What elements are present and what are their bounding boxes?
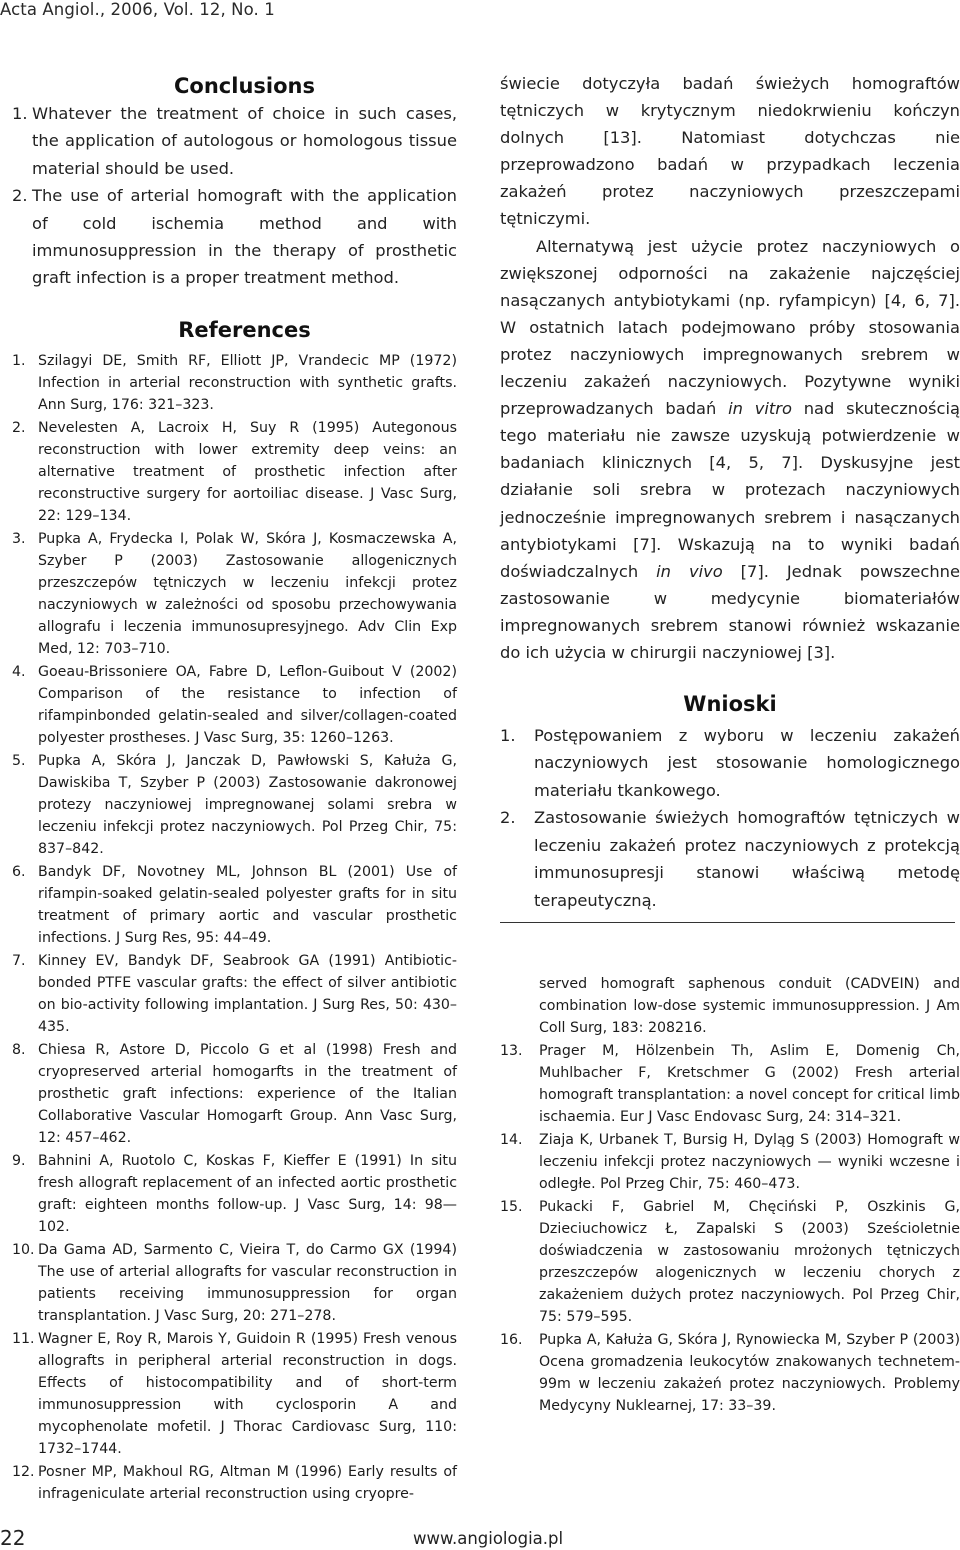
conclusion-item <box>12 182 457 292</box>
reference-item <box>500 1129 960 1195</box>
reference-number: 6. <box>12 863 26 880</box>
wnioski-heading: Wnioski <box>683 692 777 717</box>
reference-item <box>12 350 457 416</box>
reference-text: Chiesa R, Astore D, Piccolo G et al (1998) Fresh and cryopreserved arterial homogarfts in the treatment of prosthetic graft infections: experience of the Italian Collaborative Vascular Homogarft Group. Ann Vasc Surg, 12: 457–462. <box>38 1041 457 1146</box>
reference-item <box>500 1040 960 1128</box>
journal-citation: Acta Angiol., 2006, Vol. 12, No. 1 <box>0 0 275 19</box>
polish-text-run: Alternatywą jest użycie protez naczyniowych o zwiększonej odporności na zakażenie najczęściej nasączanych antybiotykami (np. ryfampicyn) [4, 6, 7]. W ostatnich latach podejmowano próby stosowania protez naczyniowych impregnowanych srebrem w leczeniu zakażeń naczyniowych. Pozytywne wyniki przeprowadzanych badań <box>500 236 960 419</box>
conclusion-number: 1. <box>12 104 28 123</box>
reference-item <box>12 861 457 949</box>
reference-text: Pupka A, Frydecka I, Polak W, Skóra J, Kosmaczewska A, Szyber P (2003) Zastosowanie allogenicznych przeszczepów tętniczych w leczeniu infekcji protez naczyniowych w zależności od sposobu przechowywania allografu i leczenia immunosupresyjnego. Adv Clin Exp Med, 12: 703–710. <box>38 530 457 657</box>
conclusion-text: Whatever the treatment of choice in such cases, the application of autologous or homologous tissue material should be used. <box>32 104 457 178</box>
conclusion-item <box>12 100 457 182</box>
reference-item <box>12 1239 457 1327</box>
reference-item <box>12 1328 457 1460</box>
reference-number: 9. <box>12 1152 26 1169</box>
conclusion-text: The use of arterial homograft with the application of cold ischemia method and with immunosuppression in the therapy of prosthetic graft infection is a proper treatment method. <box>32 186 457 288</box>
reference-text: Nevelesten A, Lacroix H, Suy R (1995) Autegonous reconstruction with lower extremity deep veins: an alternative treatment of prosthetic infection after reconstructive surgery for aortoiliac disease. J Vasc Surg, 22: 129–134. <box>38 419 457 524</box>
polish-paragraph-2 <box>500 233 960 667</box>
reference-text: Bahnini A, Ruotolo C, Koskas F, Kieffer E (1991) In situ fresh allograft replacement of an infected aortic prosthetic graft: eighteen months follow-up. J Vasc Surg, 14: 98—102. <box>38 1152 457 1235</box>
reference-continuation <box>500 973 960 1039</box>
conclusions-heading: Conclusions <box>174 74 315 98</box>
reference-item <box>12 661 457 749</box>
italic-term: in vitro <box>728 399 792 419</box>
reference-number: 8. <box>12 1041 26 1058</box>
italic-term: in vivo <box>656 561 723 581</box>
wnioski-number: 2. <box>500 808 516 828</box>
reference-item <box>12 1039 457 1149</box>
reference-item <box>500 1329 960 1417</box>
wnioski-list <box>500 722 960 914</box>
reference-text: Pukacki F, Gabriel M, Chęciński P, Oszkinis G, Dzieciuchowicz Ł, Zapalski S (2003) Sześcioletnie doświadczenia w zastosowaniu mrożonych tętniczych przeszczepów alogenicznych w leczeniu chorych z zakażeniem dużych protez naczyniowych. Pol Przeg Chir, 75: 579–595. <box>539 1199 960 1325</box>
reference-item <box>500 1196 960 1328</box>
reference-text: Prager M, Hölzenbein Th, Aslim E, Domenig Ch, Muhlbacher F, Kretschmer G (2002) Fresh arterial homograft transplantation: a novel concept for critical limb ischaemia. Eur J Vasc Endovasc Surg, 24: 314–321. <box>539 1043 960 1125</box>
reference-text: Kinney EV, Bandyk DF, Seabrook GA (1991) Antibiotic-bonded PTFE vascular grafts: the effect of silver antibiotic on bio-activity following implantation. J Surg Res, 50: 430–435. <box>38 952 457 1035</box>
reference-number: 15. <box>500 1199 523 1215</box>
section-divider <box>500 922 955 923</box>
reference-text: Ziaja K, Urbanek T, Bursig H, Dyląg S (2003) Homograft w leczeniu infekcji protez naczyniowych — wyniki wczesne i odległe. Pol Przeg Chir, 75: 460–473. <box>539 1132 960 1192</box>
reference-item <box>12 417 457 527</box>
journal-url[interactable]: www.angiologia.pl <box>413 1529 564 1548</box>
reference-item <box>12 1461 457 1505</box>
conclusions-list <box>12 100 457 292</box>
polish-paragraph-1: świecie dotyczyła badań świeżych homograftów tętniczych w krytycznym niedokrwieniu kończyn dolnych [13]. Natomiast dotychczas nie przeprowadzono badań w przypadkach leczenia zakażeń protez naczyniowych przeszczepami tętniczymi. <box>500 74 960 229</box>
references-continued-list <box>500 973 960 1417</box>
reference-number: 16. <box>500 1332 523 1348</box>
reference-number: 14. <box>500 1132 523 1148</box>
reference-number: 7. <box>12 952 26 969</box>
reference-item <box>12 750 457 860</box>
reference-number: 13. <box>500 1043 523 1059</box>
left-column <box>12 70 457 1506</box>
polish-text-run: [7]. Jednak powszechne zastosowanie w medycynie biomateriałów impregnowanych srebrem stanowi również wskazanie do ich użycia w chirurgii naczyniowej [3]. <box>500 561 960 662</box>
wnioski-item <box>500 722 960 804</box>
reference-number: 10. <box>12 1241 35 1258</box>
reference-number: 11. <box>12 1330 35 1347</box>
reference-number: 5. <box>12 752 26 769</box>
polish-text-run: nad skutecznością tego materiału nie zawsze uzyskują potwierdzenie w badaniach klinicznych [4, 5, 7]. Dyskusyjne jest działanie soli srebra w protezach naczyniowych jednocześnie impregnowanych srebrem i nasączanych antybiotykami [7]. Wskazują na to wyniki badań doświadczalnych <box>500 399 960 581</box>
reference-number: 12. <box>12 1463 35 1480</box>
reference-text: Pupka A, Kałuża G, Skóra J, Rynowiecka M, Szyber P (2003) Ocena gromadzenia leukocytów znakowanych technetem-99m w leczeniu zakażeń protez naczyniowych. Problemy Medycyny Nuklearnej, 17: 33–39. <box>539 1332 960 1414</box>
reference-text: Goeau-Brissoniere OA, Fabre D, Leflon-Guibout V (2002) Comparison of the resistance to infection of rifampinbonded gelatin-sealed and silver/collagen-coated polyester prostheses. J Vasc Surg, 35: 1260–1263. <box>38 663 457 746</box>
references-heading: References <box>178 317 311 342</box>
reference-item <box>12 1150 457 1238</box>
reference-number: 2. <box>12 419 26 436</box>
reference-text: Wagner E, Roy R, Marois Y, Guidoin R (1995) Fresh venous allografts in peripheral arterial reconstruction in dogs. Effects of histocompatibility and of short-term immunosuppression with cyclosporin A and mycophenolate mofetil. J Thorac Cardiovasc Surg, 110: 1732–1744. <box>38 1330 457 1457</box>
reference-item <box>12 950 457 1038</box>
conclusion-number: 2. <box>12 186 28 206</box>
reference-text: Pupka A, Skóra J, Janczak D, Pawłowski S, Kałuża G, Dawiskiba T, Szyber P (2003) Zastosowanie dakronowej protezy naczyniowej impregnowanej solami srebra w leczeniu infekcji protez naczyniowych. Pol Przeg Chir, 75: 837–842. <box>38 752 457 857</box>
page-number: 22 <box>0 1526 26 1550</box>
wnioski-text: Zastosowanie świeżych homograftów tętniczych w leczeniu zakażeń protez naczyniowych z protekcją immunosupresji stanowi właściwą metodę terapeutyczną. <box>534 808 960 910</box>
reference-text: Da Gama AD, Sarmento C, Vieira T, do Carmo GX (1994) The use of arterial allografts for vascular reconstruction in patients receiving immunosuppression for organ transplantation. J Vasc Surg, 20: 271–278. <box>38 1241 457 1324</box>
reference-number: 1. <box>12 352 26 369</box>
reference-text: served homograft saphenous conduit (CADVEIN) and combination low-dose systemic immunosuppression. J Am Coll Surg, 183: 208216. <box>539 976 960 1036</box>
reference-text: Szilagyi DE, Smith RF, Elliott JP, Vrandecic MP (1972) Infection in arterial reconstruction with synthetic grafts. Ann Surg, 176: 321–323. <box>38 352 457 413</box>
reference-number: 3. <box>12 530 26 547</box>
references-continued <box>500 973 960 1418</box>
right-column <box>500 70 960 914</box>
reference-text: Posner MP, Makhoul RG, Altman M (1996) Early results of infrageniculate arterial reconstruction using cryopre- <box>38 1463 457 1502</box>
references-list <box>12 350 457 1505</box>
wnioski-item <box>500 804 960 914</box>
reference-number: 4. <box>12 663 26 680</box>
reference-text: Bandyk DF, Novotney ML, Johnson BL (2001) Use of rifampin-soaked gelatin-sealed polyester grafts for in situ treatment of primary aortic and vascular prosthetic infections. J Surg Res, 95: 44–49. <box>38 863 457 946</box>
reference-item <box>12 528 457 660</box>
wnioski-text: Postępowaniem z wyboru w leczeniu zakażeń naczyniowych jest stosowanie homologicznego materiału tkankowego. <box>534 726 960 800</box>
wnioski-number: 1. <box>500 726 516 746</box>
